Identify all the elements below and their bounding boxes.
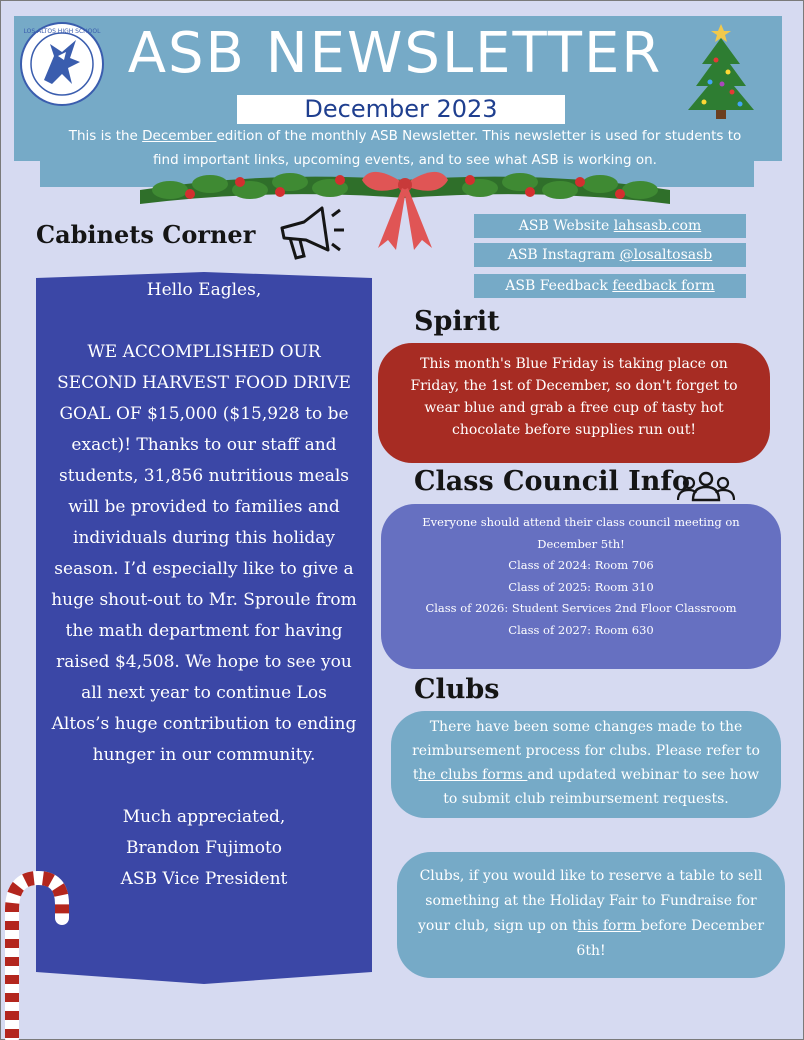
clubs-forms-link[interactable]: he clubs forms <box>418 767 528 783</box>
clubs-note-1-end: and updated webinar to see how to submit club reimbursement requests. <box>443 767 760 807</box>
cabinets-author-name: Brandon Fujimoto <box>125 838 283 858</box>
clubs-note-2-end: before December 6th! <box>576 918 765 959</box>
clubs-reimbursement-note <box>391 711 781 818</box>
asb-website-link[interactable] <box>474 214 746 238</box>
asb-feedback-form[interactable]: feedback form <box>612 278 715 294</box>
spirit-announcement <box>378 343 770 463</box>
school-logo <box>20 22 104 106</box>
holiday-fair-form-link[interactable]: his form <box>577 918 641 934</box>
cabinets-body: WE ACCOMPLISHED OUR SECOND HARVEST FOOD DRIVE GOAL OF $15,000 ($15,928 to be exact)! Thanks to our staff and students, 31,856 nutritious meals will be provided to families and individuals during this holiday season. I’d especially like to give a huge shout-out to Mr. Sproule from the math department for having raised $4,508. We hope to see you all next year to continue Los Altos’s huge contribution to ending hunger in our community. <box>51 342 357 765</box>
spirit-heading: Spirit <box>414 306 500 337</box>
clubs-holiday-fair-note <box>397 852 785 978</box>
cabinets-signoff: Much appreciated, <box>122 807 286 827</box>
council-class-2027: Class of 2027: Room 630 <box>508 622 654 637</box>
christmas-tree-icon <box>680 20 762 122</box>
candy-cane-icon <box>0 870 70 1040</box>
asb-feedback-label: ASB Feedback <box>505 278 613 294</box>
newsletter-title: ASB NEWSLETTER <box>127 21 663 86</box>
asb-feedback-link[interactable] <box>474 274 746 298</box>
people-group-icon <box>677 470 735 502</box>
asb-instagram-link[interactable] <box>474 243 746 267</box>
megaphone-icon <box>274 202 346 264</box>
cabinets-greeting: Hello Eagles, <box>146 280 262 300</box>
intro-text-end: edition of the monthly ASB Newsletter. This newsletter is used for students to find important links, upcoming events, and to see what ASB is working on. <box>153 128 742 168</box>
intro-text-start: This is the <box>68 128 143 144</box>
clubs-note-1 <box>391 711 781 811</box>
intro-month-link[interactable]: December <box>142 128 217 144</box>
cabinets-author-role: ASB Vice President <box>120 869 288 889</box>
council-class-2025: Class of 2025: Room 310 <box>508 579 654 594</box>
council-info <box>381 504 781 669</box>
asb-website-url[interactable]: lahsasb.com <box>613 218 702 234</box>
council-heading: Class Council Info <box>414 466 691 497</box>
council-intro: Everyone should attend their class council meeting on December 5th! <box>422 515 740 551</box>
council-class-2024: Class of 2024: Room 706 <box>508 558 654 572</box>
cabinets-heading: Cabinets Corner <box>36 220 256 249</box>
clubs-note-2-start: Clubs, if you would like to reserve a table to sell something at the Holiday Fair to Fundraise for your club, sign up on t <box>417 868 763 934</box>
clubs-note-1-start: There have been some changes made to the reimbursement process for clubs. Please refer to t <box>412 719 760 783</box>
cabinets-message <box>50 275 358 895</box>
clubs-heading: Clubs <box>414 674 500 705</box>
council-class-2026: Class of 2026: Student Services 2nd Floor Classroom <box>425 601 737 615</box>
asb-instagram-handle[interactable]: @losaltosasb <box>619 247 713 263</box>
issue-date: December 2023 <box>237 95 565 124</box>
clubs-note-2 <box>397 852 785 964</box>
logo-text: LOS ALTOS HIGH SCHOOL <box>23 28 101 35</box>
asb-instagram-label: ASB Instagram <box>507 247 620 263</box>
asb-website-label: ASB Website <box>518 218 614 234</box>
spirit-text: This month's Blue Friday is taking place on Friday, the 1st of December, so don't forget to wear blue and grab a free cup of tasty hot chocolate before supplies run out! <box>410 356 738 438</box>
